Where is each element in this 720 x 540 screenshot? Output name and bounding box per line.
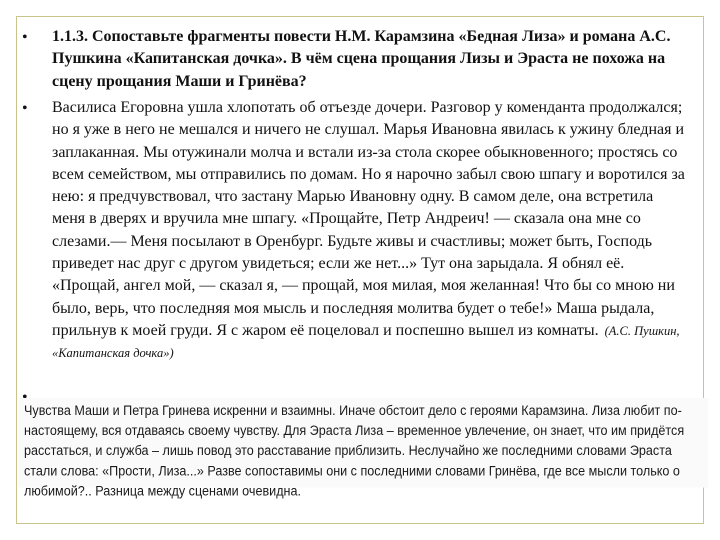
excerpt-text: Василиса Егоровна ушла хлопотать об отъезде дочери. Разговор у коменданта продолжался; но я уже в него не мешался и ничего не слушал. Марья Ивановна явилась к ужину бледная и заплаканная. Мы отужинали молча и встали из-за стола скорее обыкновенного; простясь со всем семейством, мы отправились по домам. Но я нарочно забыл свою шпагу и воротился за нею: я предчувствовал, что застану Марью Ивановну одну. В самом деле, она встретила меня в дверях и вручила мне шпагу. «Прощайте, Петр Андреич! — сказала она мне со слезами.— Меня посылают в Оренбург. Будьте живы и счастливы; может быть, Господь приведет нас друг с другом увидеться; если же нет...» Тут она зарыдала. Я обнял её. «Прощай, ангел мой, — сказал я, — прощай, моя милая, моя желанная! Что бы со мною ни было, верь, что последняя моя мысль и последняя молитва будет о тебе!» Маша рыдала, прильнув к моей груди. Я с жаром её поцеловал и поспешно вышел из комнаты.: [52, 99, 685, 339]
question-text: Сопоставьте фрагменты повести Н.М. Карамзина «Бедная Лиза» и романа А.С. Пушкина «Капитанская дочка». В чём сцена прощания Лизы и Эраста не похожа на сцену прощания Маши и Гринёва?: [52, 28, 671, 90]
bullet-marker: •: [22, 100, 28, 117]
answer-image-text: Чувства Маши и Петра Гринева искренни и взаимны. Иначе обстоит дело с героями Карамзина. Лиза любит по-настоящему, вся отдаваясь своему чувству. Для Эраста Лиза – временное увлечение, он знает, что им придётся расстаться, и служба – лишь повод это расставание приблизить. Неслучайно же последними словами Эраста стали слова: «Прости, Лиза...» Разве сопоставимы они с последними словами Гринёва, где все мысли только о любимой?.. Разница между сценами очевидна.: [18, 398, 708, 488]
bullet-marker: •: [22, 29, 28, 46]
excerpt-source: (А.С. Пушкин, «Капитанская дочка»): [52, 323, 680, 361]
question-paragraph: [52, 26, 688, 93]
excerpt-paragraph: [52, 97, 688, 365]
question-number: 1.1.3.: [52, 28, 88, 45]
